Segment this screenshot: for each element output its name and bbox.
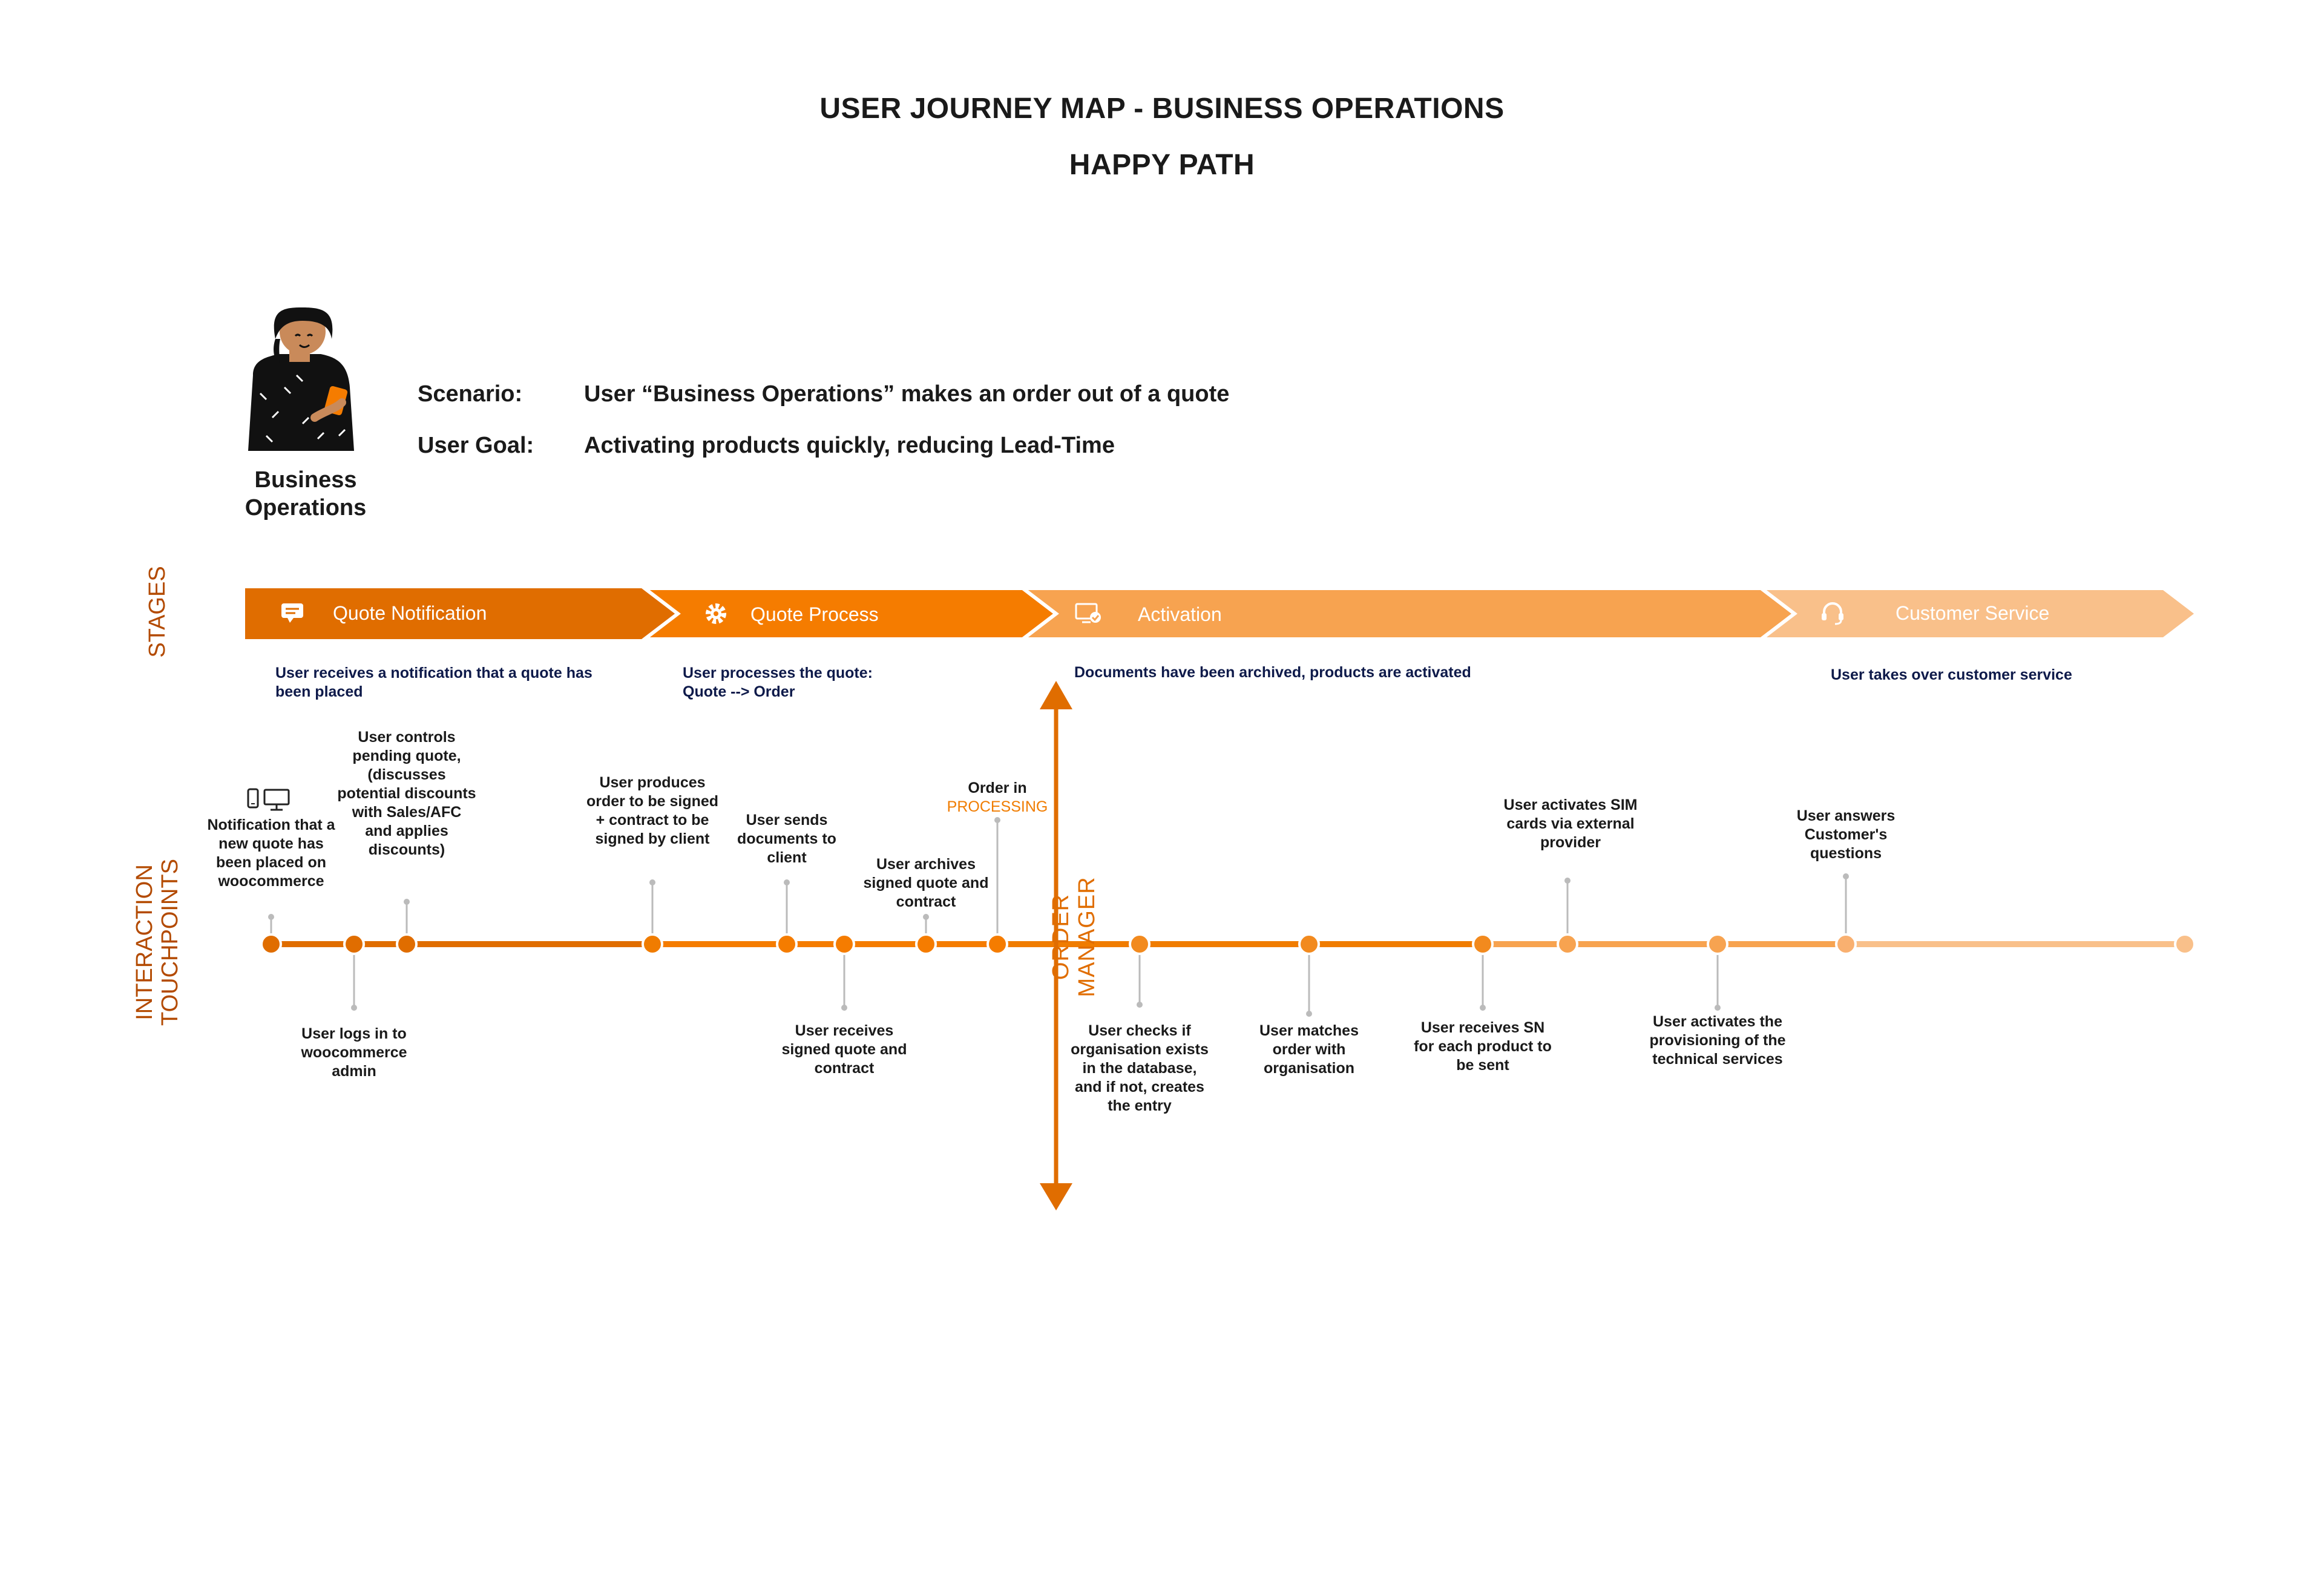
stage-desc-activation: Documents have been archived, products are activated (1074, 664, 1471, 681)
node-t13 (1708, 934, 1727, 954)
page-subtitle: HAPPY PATH (1069, 149, 1255, 181)
node-t03 (397, 934, 416, 954)
stage-label-quote-notification: Quote Notification (333, 602, 487, 624)
touchpoint-label-t13: User activates the provisioning of the technical services (1649, 1013, 1786, 1068)
touchpoint-label-t08-line1: Order in (968, 780, 1027, 796)
smartphone-icon (248, 789, 258, 807)
stage-label-activation: Activation (1138, 603, 1222, 625)
monitor-check-icon (1071, 597, 1105, 640)
touchpoint-label-t08 (928, 779, 1067, 816)
node-t08 (988, 934, 1007, 954)
goal-label: User Goal: (418, 433, 534, 458)
order-manager-label: ORDER MANAGER (1048, 876, 1100, 997)
gear-icon (699, 597, 733, 640)
node-t12 (1558, 934, 1577, 954)
persona-avatar (248, 307, 354, 451)
touchpoint-label-t11: User receives SN for each product to be sent (1414, 1019, 1552, 1074)
node-t01 (261, 934, 281, 954)
stage-desc-quote-notification: User receives a notification that a quote has been placed (275, 665, 592, 700)
touchpoint-label-t09: User checks if organisation exists in the database, and if not, creates the entry (1071, 1022, 1209, 1114)
stage-desc-customer-service: User takes over customer service (1831, 666, 2072, 683)
processing-status: PROCESSING (947, 798, 1048, 815)
touchpoints-label-line1: INTERACTION (132, 864, 157, 1020)
node-t09 (1130, 934, 1149, 954)
node-t11 (1473, 934, 1492, 954)
touchpoint-label-t14: User answers Customer's questions (1796, 807, 1896, 862)
node-t02 (344, 934, 364, 954)
stage-desc-quote-process: User processes the quote: Quote --> Order (683, 665, 873, 700)
scenario-text: User “Business Operations” makes an order out of a quote (584, 381, 1230, 407)
node-t14 (1836, 934, 1856, 954)
persona-name: Business Operations (245, 467, 367, 520)
touchpoint-label-t02: User logs in to woocommerce admin (301, 1025, 407, 1080)
touchpoints-row-label (132, 845, 183, 1039)
touchpoint-label-t07: User archives signed quote and contract (863, 856, 989, 910)
touchpoint-label-t01: Notification that a new quote has been placed on woocommerce (207, 816, 335, 890)
touchpoint-label-t03: User controls pending quote, (discusses potential discounts with Sales/AFC and applies discounts) (337, 729, 476, 858)
touchpoint-label-t10: User matches order with organisation (1259, 1022, 1359, 1077)
node-end (2175, 934, 2194, 954)
page-title: USER JOURNEY MAP - BUSINESS OPERATIONS (819, 93, 1505, 125)
stage-label-quote-process: Quote Process (750, 603, 879, 625)
node-t10 (1299, 934, 1319, 954)
touchpoints-label-line2: TOUCHPOINTS (157, 859, 183, 1026)
goal-text: Activating products quickly, reducing Lead-Time (584, 433, 1115, 458)
scenario-label: Scenario: (418, 381, 523, 407)
touchpoint-label-t05: User sends documents to client (737, 812, 836, 866)
stages-row-label: STAGES (145, 566, 170, 658)
node-t07 (916, 934, 936, 954)
node-t04 (643, 934, 662, 954)
desktop-icon (264, 790, 289, 810)
touchpoint-label-t04: User produces order to be signed + contract to be signed by client (586, 774, 719, 847)
stage-label-customer-service: Customer Service (1896, 602, 2050, 624)
node-t05 (777, 934, 796, 954)
chat-bubble-icon (275, 596, 309, 640)
touchpoint-label-t06: User receives signed quote and contract (781, 1022, 907, 1077)
node-t06 (835, 934, 854, 954)
headset-icon (1816, 596, 1850, 640)
touchpoint-label-t12: User activates SIM cards via external provider (1503, 796, 1638, 851)
